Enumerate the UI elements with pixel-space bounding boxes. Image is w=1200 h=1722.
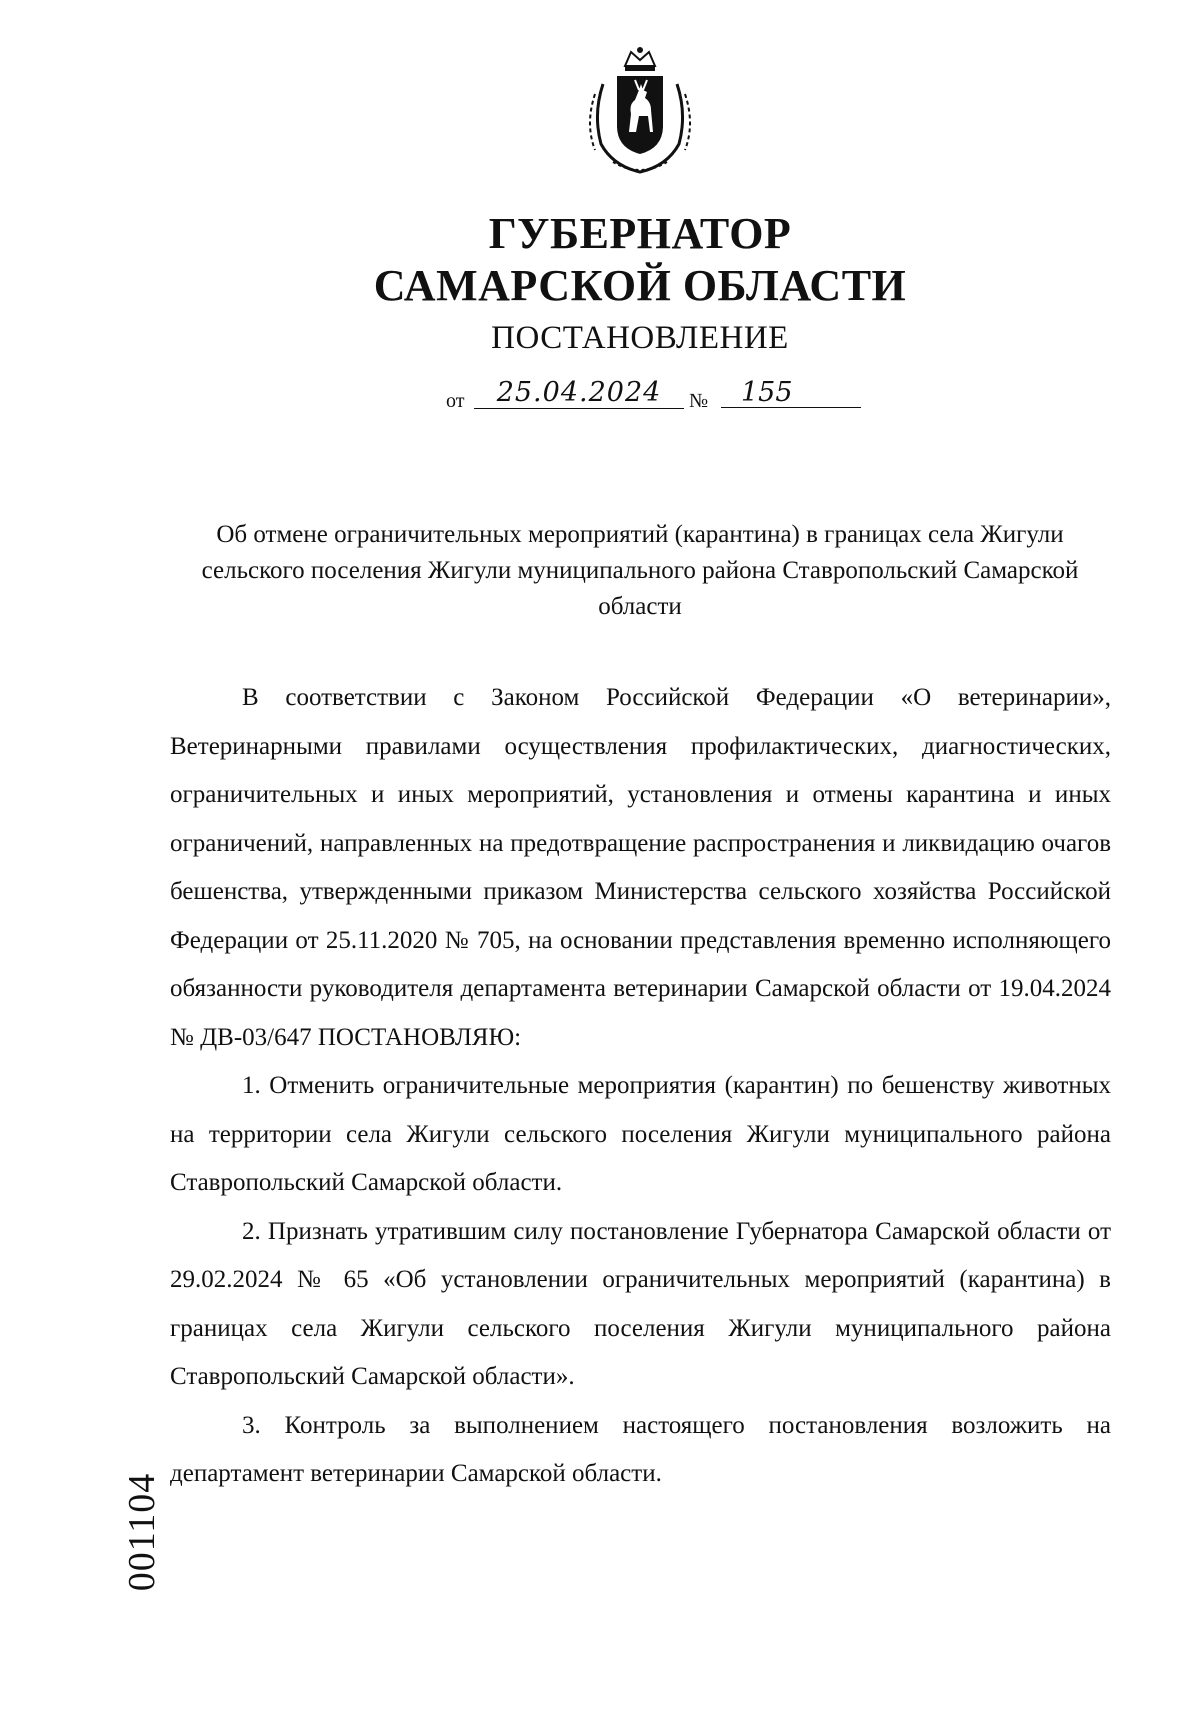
governor-title-line2: САМАРСКОЙ ОБЛАСТИ — [373, 261, 907, 310]
document-type: ПОСТАНОВЛЕНИЕ — [491, 320, 789, 356]
dateline — [446, 378, 866, 418]
date-prefix: от — [446, 390, 465, 412]
document-subject: Об отмене ограничительных мероприятий (карантина) в границах села Жигули сельского поселения Жигули муниципального района Ставропольский Самарской области — [201, 521, 1079, 620]
number-prefix: № — [689, 390, 709, 412]
item-1-paragraph: 1. Отменить ограничительные мероприятия (карантин) по бешенству животных на территории села Жигули сельского поселения Жигули муниципального района Ставропольский Самарской области. — [170, 1072, 1111, 1196]
samara-coat-of-arms-icon — [573, 44, 707, 176]
item-3-paragraph: 3. Контроль за выполнением настоящего постановления возложить на департамент ветеринарии Самарской области. — [170, 1411, 1111, 1487]
document-number: 155 — [721, 378, 861, 408]
registration-stamp-number: 001104 — [121, 1472, 163, 1592]
item-2-paragraph: 2. Признать утратившим силу постановление Губернатора Самарской области от 29.02.2024 № 65 «Об установлении ограничительных мероприятий (карантина) в границах села Жигули сельского поселения Жигули муниципального района Ставропольский Самарской области». — [170, 1217, 1111, 1390]
preamble-paragraph: В соответствии с Законом Российской Федерации «О ветеринарии», Ветеринарными правилами осуществления профилактических, диагностических, ограничительных и иных мероприятий, установления и отмены карантина и иных ограничений, направленных на предотвращение распространения и ликвидацию очагов бешенства, утвержденными приказом Министерства сельского хозяйства Российской Федерации от 25.11.2020 № 705, на основании представления временно исполняющего обязанности руководителя департамента ветеринарии Самарской области от 19.04.2024 № ДВ-03/647 ПОСТАНОВЛЯЮ: — [170, 684, 1111, 1051]
document-body — [170, 674, 1111, 1499]
document-date: 25.04.2024 — [474, 378, 684, 409]
governor-title-line1: ГУБЕРНАТОР — [488, 209, 792, 258]
